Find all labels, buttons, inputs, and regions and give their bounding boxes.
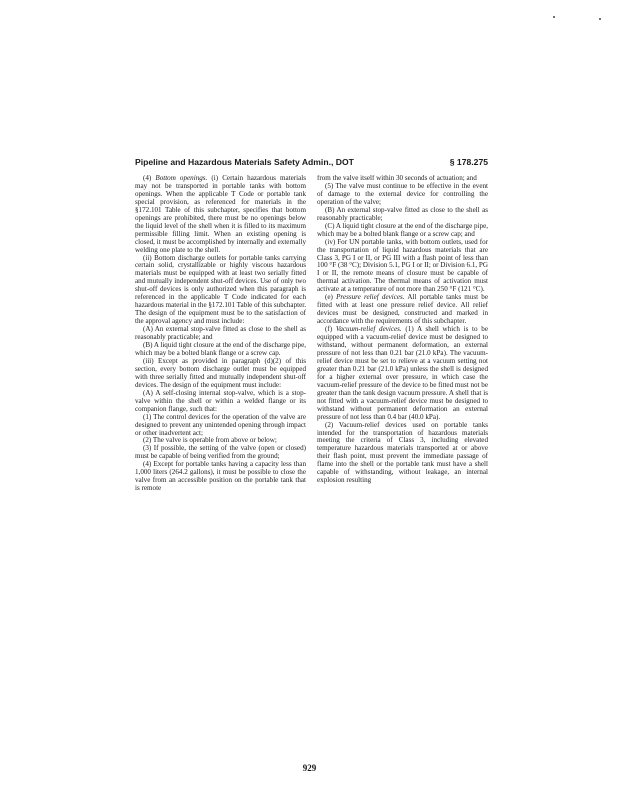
paragraph bbox=[317, 183, 488, 207]
scan-speck bbox=[553, 16, 555, 18]
page-number: 929 bbox=[302, 763, 317, 773]
paragraph-heading: Vacuum-relief devices. bbox=[335, 325, 402, 334]
left-column bbox=[135, 175, 306, 785]
paragraph-text: All portable tanks must be fitted with at least one pressure relief device. All relief devices must be designed, constructed and marked in accordance with the requirements of this subchapter. bbox=[317, 293, 488, 326]
paragraph-text: from the valve itself within 30 seconds of actuation; and bbox=[317, 175, 477, 182]
running-head bbox=[135, 157, 488, 171]
paragraph-text: (C) A liquid tight closure at the end of the discharge pipe, which may be a bolted blank flange or a screw cap; and bbox=[317, 221, 488, 238]
paragraph-heading: Pressure relief devices. bbox=[336, 293, 405, 302]
paragraph-text: (1) A shell which is to be equipped with a vacuum-relief device must be designed to withstand, without permanent deformation, an external pressure of not less than 0.21 bar (21.0 kPa). The vacuum-relief device must be set to relieve at a vacuum setting not greater than 0.21 bar (21.0 kPa) unless the shell is designed for a higher external over pressure, in which case the vacuum-relief pressure of the device to be fitted must not be greater than the tank design vacuum pressure. A shell that is not fitted with a vacuum-relief device must be designed to withstand without permanent deformation an external pressure of not less than 0.4 bar (40.0 kPa). bbox=[317, 325, 488, 421]
paragraph-lead: (e) bbox=[325, 293, 337, 302]
paragraph bbox=[135, 326, 306, 342]
paragraph bbox=[135, 342, 306, 358]
right-column bbox=[317, 175, 488, 785]
paragraph-text: (A) A self-closing internal stop-valve, which is a stop-valve within the shell or within a welded flange or its companion flange, such that: bbox=[135, 388, 306, 413]
paragraph-lead: (f) bbox=[325, 325, 336, 334]
paragraph bbox=[317, 239, 488, 295]
paragraph bbox=[135, 445, 306, 461]
paragraph-text: (ii) Bottom discharge outlets for portable tanks carrying certain solid, crystallizable or highly viscous hazardous materials must be equipped with at least two serially fitted and mutually independent shut-off devices. Use of only two shut-off devices is only authorized when this paragraph is referenced in the applicable T Code indicated for each hazardous material in the §172.101 Table of this subchapter. The design of the equipment must be to the satisfaction of the approval agency and must include: bbox=[135, 253, 306, 326]
paragraph-text: (A) An external stop-valve fitted as close to the shell as reasonably practicable; and bbox=[135, 325, 306, 342]
paragraph-pressure-relief bbox=[317, 294, 488, 326]
scan-speck bbox=[599, 18, 601, 20]
paragraph bbox=[135, 390, 306, 414]
paragraph bbox=[317, 223, 488, 239]
paragraph-text: (B) A liquid tight closure at the end of the discharge pipe, which may be a bolted blank flange or a screw cap. bbox=[135, 341, 306, 357]
paragraph-text: (1) The control devices for the operation of the valve are designed to prevent any unintended opening through impact or other inadvertent act; bbox=[135, 412, 306, 437]
paragraph bbox=[135, 255, 306, 327]
paragraph-text: (5) The valve must continue to be effective in the event of damage to the external device for controlling the operation of the valve; bbox=[317, 181, 488, 206]
paragraph bbox=[135, 461, 306, 493]
paragraph-text: (i) Certain hazardous materials may not be transported in portable tanks with bottom openings. When the applicable T Code or portable tank special provision, as referenced for materials in the §172.101 Table of this subchapter, specifies that bottom openings are prohibited, there must be no openings below the liquid level of the shell when it is filled to its maximum permissible filling limit. When an existing opening is closed, it must be accomplished by internally and externally welding one plate to the shell. bbox=[135, 175, 306, 254]
paragraph-heading: Bottom openings. bbox=[155, 175, 208, 182]
paragraph-lead: (4) bbox=[143, 175, 156, 182]
paragraph-text: (iv) For UN portable tanks, with bottom outlets, used for the transportation of liquid hazardous materials that are Class 3, PG I or II, or PG III with a flash point of less than 100 °F (38 °C); Division 5.1, PG I or II; or Division 6.1, PG I or II, the remote means of closure must be capable of thermal activation. The thermal means of activation must activate at a temperature of not more than 250 °F (121 °C). bbox=[317, 237, 488, 294]
paragraph-text: (2) The valve is operable from above or below; bbox=[143, 436, 277, 445]
running-head-title: Pipeline and Hazardous Materials Safety Admin., DOT bbox=[135, 157, 354, 167]
paragraph-text: (3) If possible, the setting of the valve (open or closed) must be capable of being verified from the ground; bbox=[135, 444, 306, 461]
paragraph-text: (4) Except for portable tanks having a capacity less than 1,000 liters (264.2 gallons), it must be possible to close the valve from an accessible position on the portable tank that is remote bbox=[135, 460, 306, 493]
paragraph bbox=[317, 422, 488, 486]
paragraph-text: (iii) Except as provided in paragraph (d)(2) of this section, every bottom discharge outlet must be equipped with three serially fitted and mutually independent shut-off devices. The design of the equipment must include: bbox=[135, 356, 306, 389]
paragraph bbox=[317, 207, 488, 223]
paragraph-text: (2) Vacuum-relief devices used on portable tanks intended for the transportation of hazardous materials meeting the criteria of Class 3, including elevated temperature hazardous materials transported at or above their flash point, must prevent the immediate passage of flame into the shell or the portable tank must have a shell capable of withstanding, without leakage, an internal explosion resulting bbox=[317, 420, 488, 485]
paragraph bbox=[135, 414, 306, 438]
paragraph bbox=[135, 358, 306, 390]
section-number: § 178.275 bbox=[449, 157, 488, 167]
paragraph-text: (B) An external stop-valve fitted as close to the shell as reasonably practicable; bbox=[317, 205, 488, 222]
paragraph-vacuum-relief bbox=[317, 326, 488, 421]
paragraph-bottom-openings bbox=[135, 175, 306, 255]
